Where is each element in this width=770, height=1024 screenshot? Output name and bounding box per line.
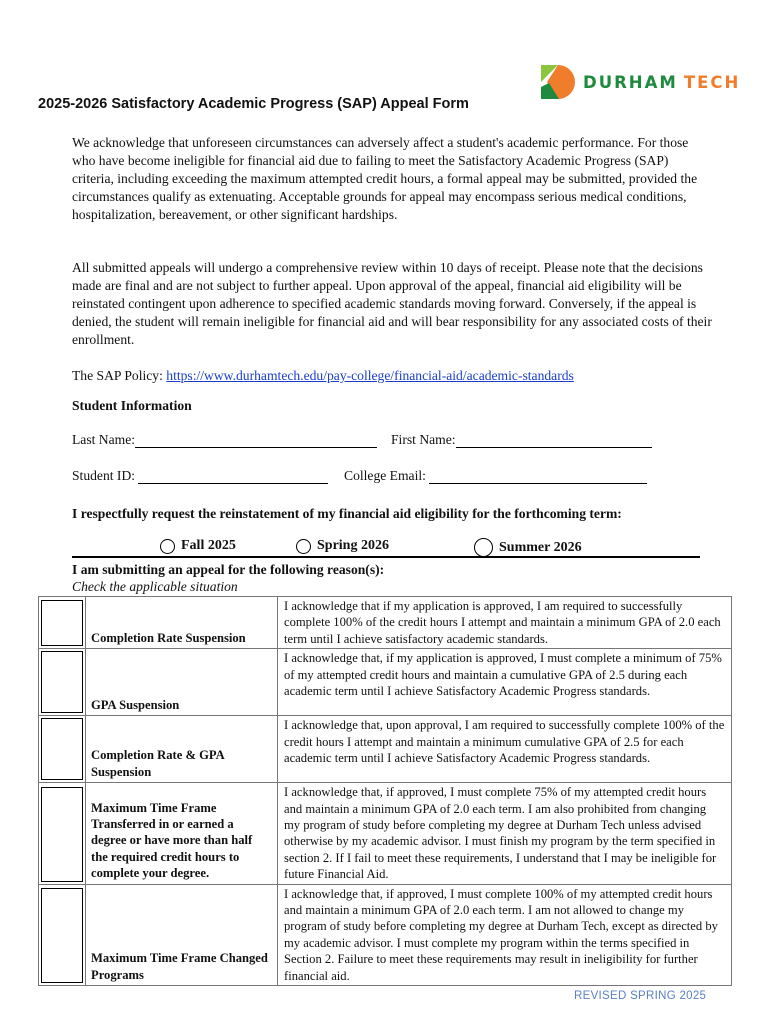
reason-text: I acknowledge that, if approved, I must complete 75% of my attempted credit hours and maintain a minimum GPA of 2.0 each term. I am also prohibited from changing my program of study before completing my degree at Durham Tech unless advised otherwise by my academic advisor. I must finish my program by the term specified in section 2. If I fail to meet these requirements, I understand that I may be ineligible for future Financial Aid. xyxy=(278,783,732,884)
reasons-heading: I am submitting an appeal for the following reason(s): xyxy=(72,562,385,577)
radio-icon[interactable] xyxy=(160,539,175,554)
term-option-fall[interactable] xyxy=(160,538,236,554)
logo-text-durham: DURHAM xyxy=(583,72,678,92)
form-title: 2025-2026 Satisfactory Academic Progress (SAP) Appeal Form xyxy=(38,96,469,112)
last-name-input[interactable] xyxy=(135,434,377,448)
student-id-label: Student ID: xyxy=(72,468,139,483)
policy-line xyxy=(72,367,712,385)
reason-checkbox[interactable] xyxy=(41,718,83,780)
table-row xyxy=(39,783,732,884)
reason-checkbox[interactable] xyxy=(41,600,83,646)
table-row xyxy=(39,884,732,985)
reason-label: Maximum Time Frame Changed Programs xyxy=(86,884,278,985)
reason-label: GPA Suspension xyxy=(86,649,278,716)
college-email-label: College Email: xyxy=(344,468,430,483)
table-row xyxy=(39,597,732,649)
student-id-input[interactable] xyxy=(138,470,328,484)
table-row xyxy=(39,716,732,783)
first-name-label: First Name: xyxy=(391,432,456,447)
reason-label: Maximum Time Frame Transferred in or earned a degree or have more than half the required credit hours to complete your degree. xyxy=(86,783,278,884)
first-name-field xyxy=(391,432,652,448)
reinstatement-request: I respectfully request the reinstatement of my financial aid eligibility for the forthcoming term: xyxy=(72,506,622,521)
logo-text-tech: TECH xyxy=(683,72,741,92)
college-email-input[interactable] xyxy=(429,470,647,484)
policy-label: The SAP Policy: xyxy=(72,368,167,383)
reason-text: I acknowledge that, if my application is approved, I must complete a minimum of 75% of my attempted credit hours and maintain a cumulative GPA of 2.5 during each academic term until I achieve Satisfactory Academic Progress standards. xyxy=(278,649,732,716)
reason-label: Completion Rate Suspension xyxy=(86,597,278,649)
durham-tech-logo xyxy=(541,65,740,99)
term-label: Spring 2026 xyxy=(317,538,389,553)
last-name-label: Last Name: xyxy=(72,432,136,447)
term-option-spring[interactable] xyxy=(296,538,389,554)
term-option-summer[interactable] xyxy=(474,538,582,557)
student-info-heading: Student Information xyxy=(72,398,192,413)
reasons-subheading: Check the applicable situation xyxy=(72,579,238,594)
revision-footer: REVISED SPRING 2025 xyxy=(574,990,707,1002)
table-row xyxy=(39,649,732,716)
reason-text: I acknowledge that if my application is approved, I am required to successfully complete 100% of the credit hours I attempt and maintain a minimum GPA of 2.0 each term until I achieve satisfactory academic standards. xyxy=(278,597,732,649)
first-name-input[interactable] xyxy=(456,434,652,448)
student-id-field xyxy=(72,468,328,484)
last-name-field xyxy=(72,432,377,448)
logo-mark-icon xyxy=(541,65,575,99)
term-label: Summer 2026 xyxy=(499,539,582,555)
college-email-field xyxy=(344,468,647,484)
reason-label: Completion Rate & GPA Suspension xyxy=(86,716,278,783)
reason-text: I acknowledge that, if approved, I must complete 100% of my attempted credit hours and maintain a minimum GPA of 2.0 each term. I am not allowed to change my program of study before completing my degree at Durham Tech, except as directed by my academic advisor. I must complete my program within the terms specified in Section 2. Failure to meet these requirements may result in ineligibility for further financial aid. xyxy=(278,884,732,985)
term-options xyxy=(72,538,700,558)
intro-paragraph-1: We acknowledge that unforeseen circumstances can adversely affect a student's academic performance. For those who have become ineligible for financial aid due to failing to meet the Satisfactory Academic Progress (SAP) criteria, including exceeding the maximum attempted credit hours, a formal appeal may be submitted, provided the circumstances qualify as extenuating. Acceptable grounds for appeal may encompass serious medical conditions, hospitalization, bereavement, or other significant hardships. xyxy=(72,135,698,222)
reason-checkbox[interactable] xyxy=(41,651,83,713)
reason-text: I acknowledge that, upon approval, I am required to successfully complete 100% of the credit hours I attempt and maintain a minimum cumulative GPA of 2.5 for each academic term until I achieve Satisfactory Academic Progress standards. xyxy=(278,716,732,783)
radio-icon[interactable] xyxy=(474,538,493,557)
policy-link[interactable]: https://www.durhamtech.edu/pay-college/financial-aid/academic-standards xyxy=(166,368,574,383)
radio-icon[interactable] xyxy=(296,539,311,554)
reason-checkbox[interactable] xyxy=(41,787,83,882)
reason-checkbox[interactable] xyxy=(41,888,83,983)
reasons-table xyxy=(38,596,732,986)
term-label: Fall 2025 xyxy=(181,538,236,553)
intro-paragraph-2: All submitted appeals will undergo a comprehensive review within 10 days of receipt. Please note that the decisions made are final and are not subject to further appeal. Upon approval of the appeal, financial aid eligibility will be reinstated contingent upon adherence to specified academic standards moving forward. Conversely, if the appeal is denied, the student will remain ineligible for financial aid and will bear responsibility for any associated costs of their enrollment. xyxy=(72,260,712,347)
